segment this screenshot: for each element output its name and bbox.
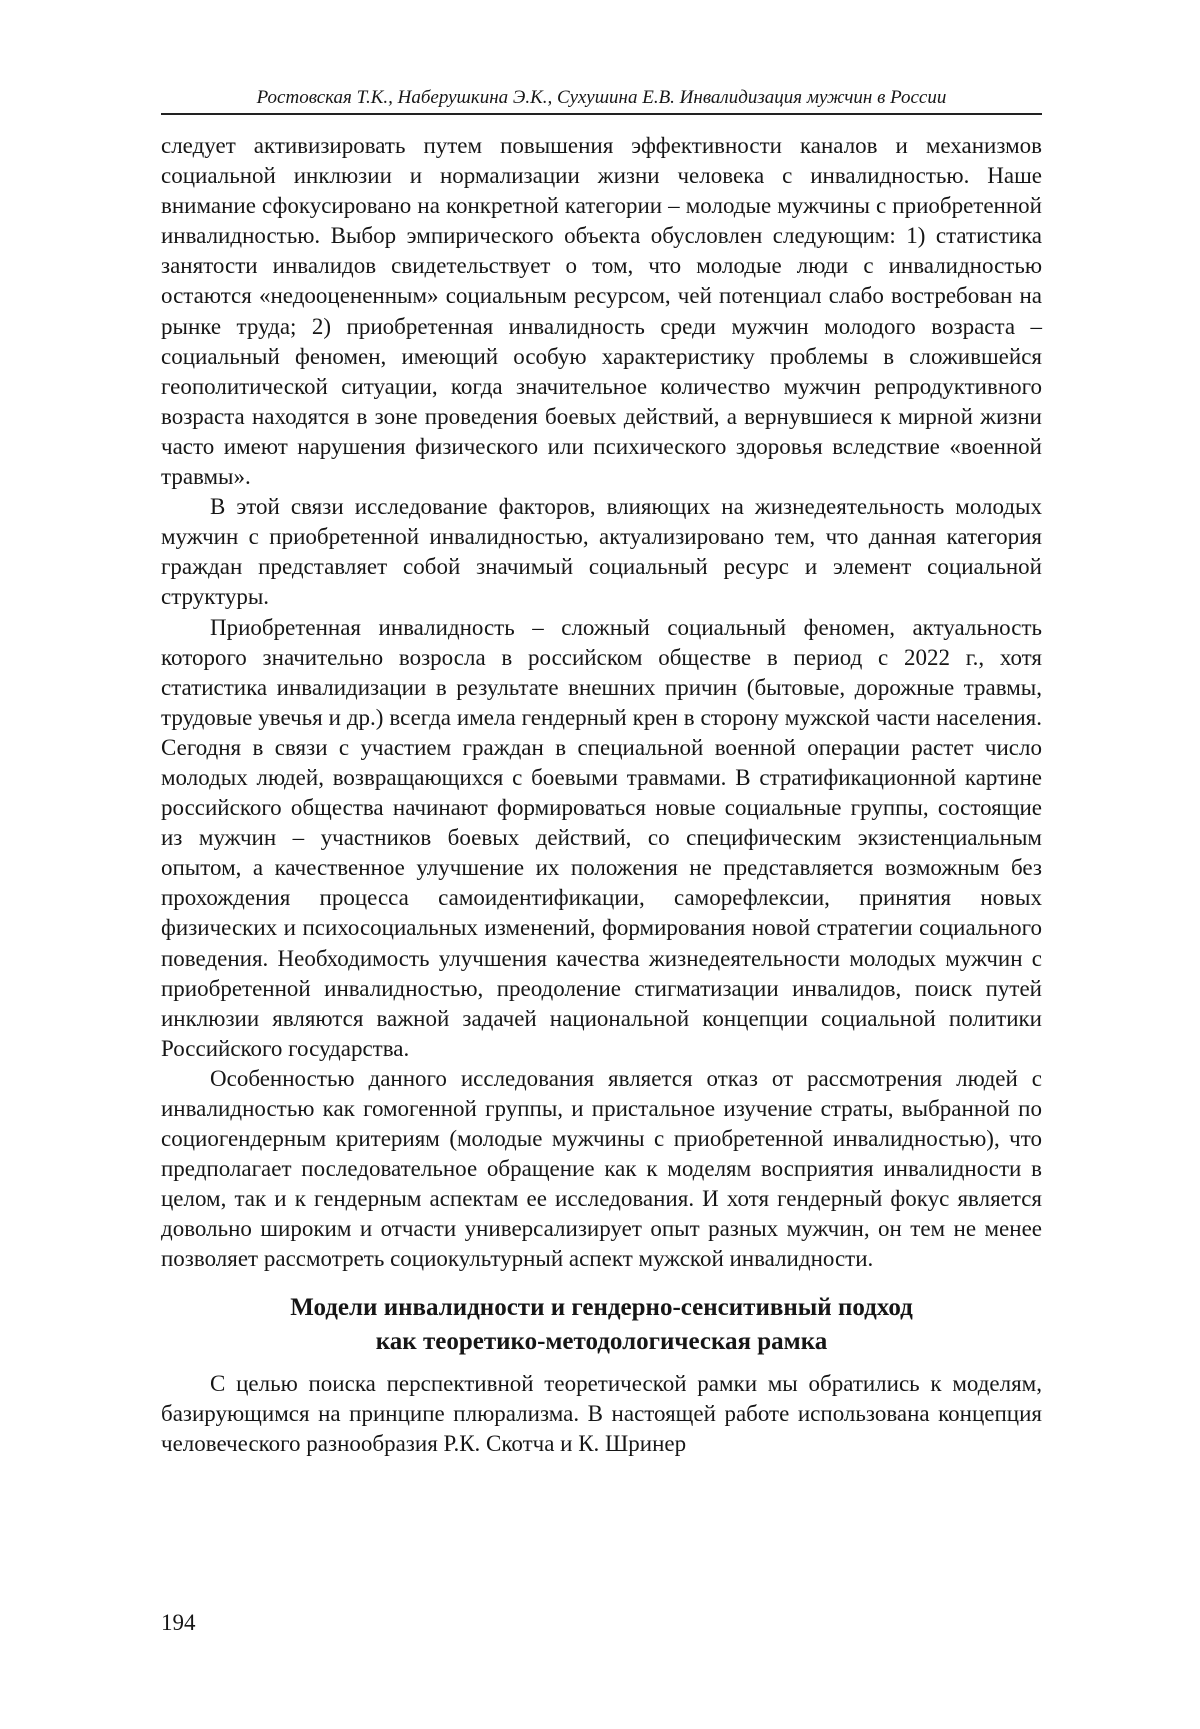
article-body <box>161 131 1042 1459</box>
paragraph-acquired-disability: Приобретенная инвалидность – сложный социальный феномен, актуальность которого значительно возросла в российском обществе в период с 2022 г., хотя статистика инвалидизации в результате внешних причин (бытовые, дорожные травмы, трудовые увечья и др.) всегда имела гендерный крен в сторону мужской части населения. Сегодня в связи с участием граждан в специальной военной операции растет число молодых людей, возвращающихся с боевыми травмами. В стратификационной картине российского общества начинают формироваться новые социальные группы, состоящие из мужчин – участников боевых действий, со специфическим экзистенциальным опытом, а качественное улучшение их положения не представляется возможным без прохождения процесса самоидентификации, саморефлексии, принятия новых физических и психосоциальных изменений, формирования новой стратегии социального поведения. Необходимость улучшения качества жизнедеятельности молодых мужчин с приобретенной инвалидностью, преодоление стигматизации инвалидов, поиск путей инклюзии являются важной задачей национальной концепции социальной политики Российского государства. <box>161 614 1042 1061</box>
section-heading-line-2: как теоретико-методологическая рамка <box>375 1327 828 1355</box>
paragraph-continuation: следует активизировать путем повышения эффективности каналов и механизмов социальной инклюзии и нормализации жизни человека с инвалидностью. Наше внимание сфокусировано на конкретной категории – молодые мужчины с приобретенной инвалидностью. Выбор эмпирического объекта обусловлен следующим: 1) статистика занятости инвалидов свидетельствует о том, что молодые люди с инвалидностью остаются «недооцененным» социальным ресурсом, чей потенциал слабо востребован на рынке труда; 2) приобретенная инвалидность среди мужчин молодого возраста – социальный феномен, имеющий особую характеристику проблемы в сложившейся геополитической ситуации, когда значительное количество мужчин репродуктивного возраста находятся в зоне проведения боевых действий, а вернувшиеся к мирной жизни часто имеют нарушения физического или психического здоровья вследствие «военной травмы». <box>161 133 1042 490</box>
page-number: 194 <box>161 1610 196 1635</box>
document-page <box>161 0 1042 1729</box>
section-heading-line-1: Модели инвалидности и гендерно-сенситивный подход <box>290 1293 913 1321</box>
paragraph-research-feature: Особенностью данного исследования является отказ от рассмотрения людей с инвалидностью как гомогенной группы, и пристальное изучение страты, выбранной по социогендерным критериям (молодые мужчины с приобретенной инвалидностью), что предполагает последовательное обращение как к моделям восприятия инвалидности в целом, так и к гендерным аспектам ее исследования. И хотя гендерный фокус является довольно широким и отчасти универсализирует опыт разных мужчин, он тем не менее позволяет рассмотреть социокультурный аспект мужской инвалидности. <box>161 1065 1042 1272</box>
paragraph-relevance: В этой связи исследование факторов, влияющих на жизнедеятельность молодых мужчин с приобретенной инвалидностью, актуализировано тем, что данная категория граждан представляет собой значимый социальный ресурс и элемент социальной структуры. <box>161 494 1042 610</box>
paragraph-theoretical-frame: С целью поиска перспективной теоретической рамки мы обратились к моделям, базирующимся на принципе плюрализма. В настоящей работе использована концепция человеческого разнообразия Р.К. Скотча и К. Шринер <box>161 1370 1042 1456</box>
header-divider <box>161 113 1042 115</box>
running-header: Ростовская Т.К., Наберушкина Э.К., Сухушина Е.В. Инвалидизация мужчин в России <box>256 87 947 108</box>
section-heading <box>161 1291 1042 1359</box>
